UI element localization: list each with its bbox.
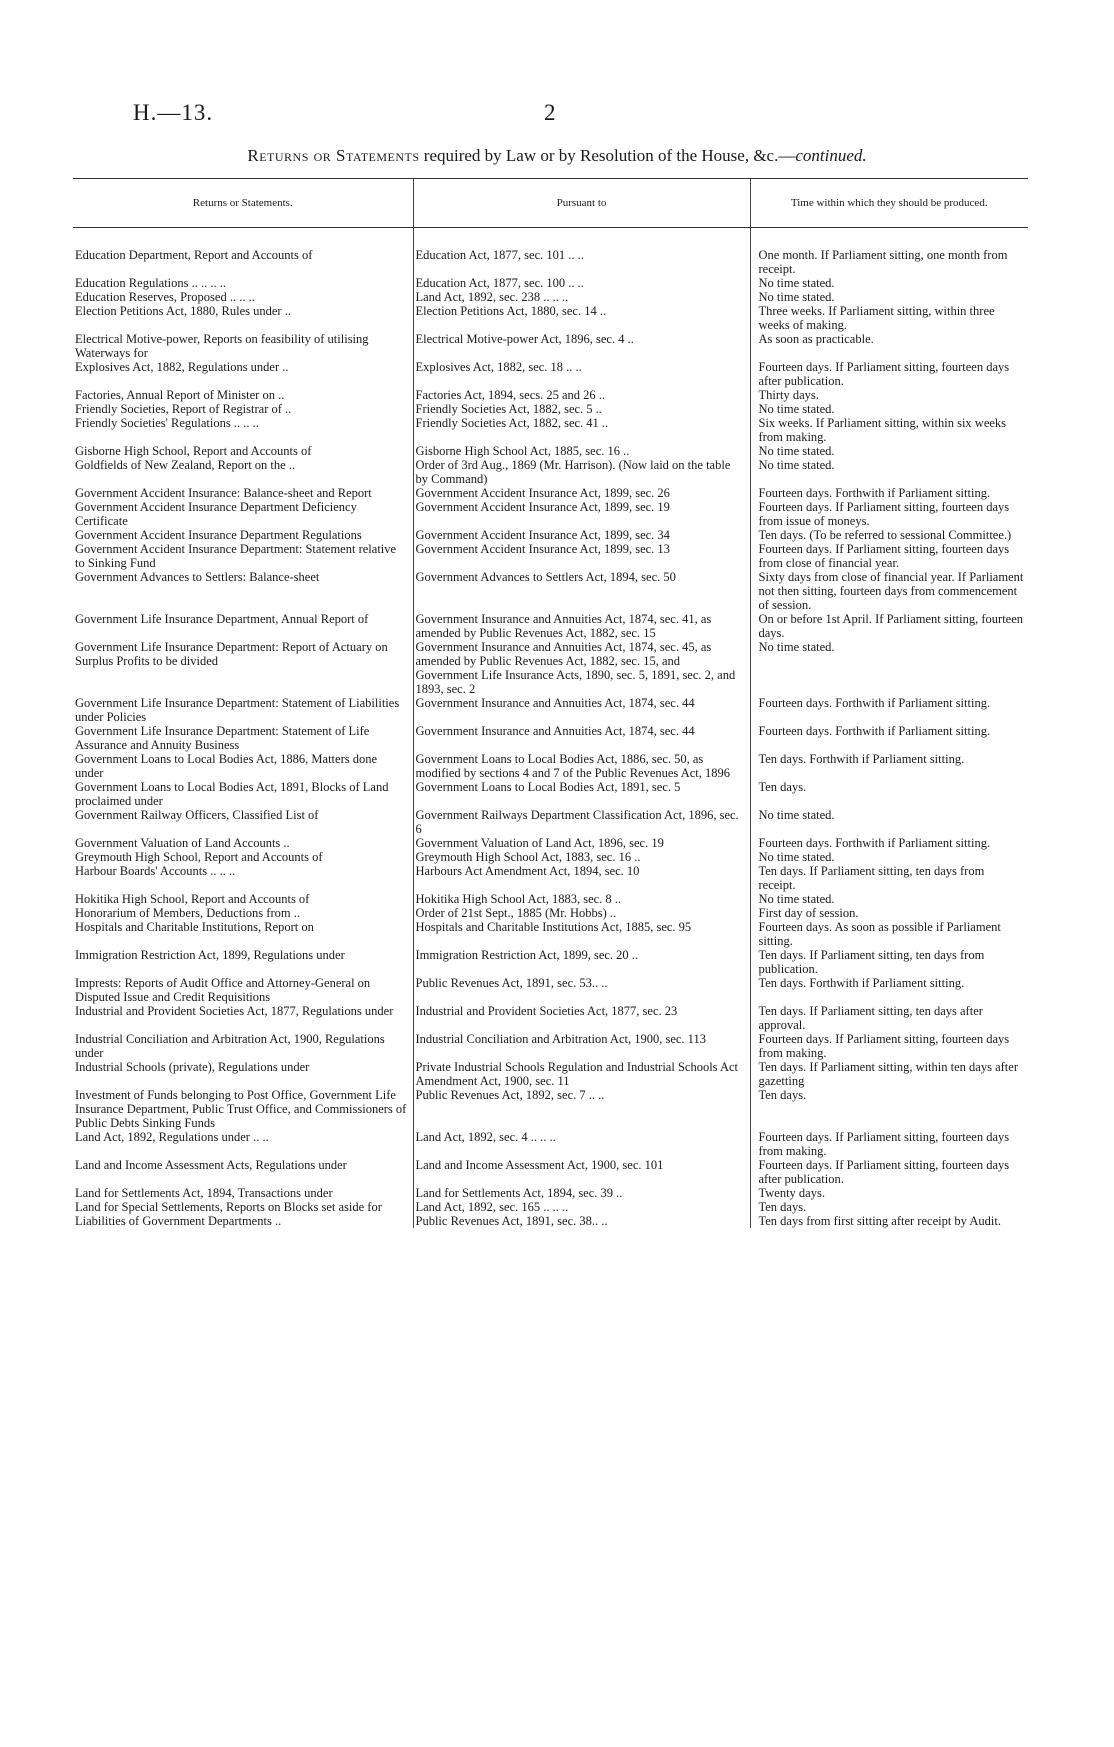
- column-header: Time within which they should be produced.: [750, 179, 1028, 228]
- return-cell: Government Life Insurance Department: Statement of Life Assurance and Annuity Business: [75, 724, 370, 752]
- return-cell: Land for Settlements Act, 1894, Transactions under: [75, 1186, 333, 1200]
- table-row: [73, 612, 1028, 640]
- time-cell: First day of session.: [750, 906, 1028, 920]
- table-row: [73, 808, 1028, 836]
- return-cell: Government Loans to Local Bodies Act, 1886, Matters done under: [75, 752, 378, 780]
- return-cell: Harbour Boards' Accounts .. .. ..: [75, 864, 236, 878]
- time-cell: Twenty days.: [750, 1186, 1028, 1200]
- pursuant-cell: Public Revenues Act, 1892, sec. 7 .. ..: [413, 1088, 750, 1130]
- time-cell: Fourteen days. Forthwith if Parliament sitting.: [750, 724, 1028, 752]
- return-cell: Hokitika High School, Report and Accounts of: [75, 892, 310, 906]
- return-cell: Gisborne High School, Report and Accounts of: [75, 444, 312, 458]
- pursuant-cell: Explosives Act, 1882, sec. 18 .. ..: [413, 360, 750, 388]
- title-mid: required by Law or by Resolution of the House, &c.—: [419, 146, 796, 165]
- pursuant-cell: Government Insurance and Annuities Act, 1874, sec. 44: [413, 696, 750, 724]
- table-row: [73, 458, 1028, 486]
- time-cell: Fourteen days. As soon as possible if Parliament sitting.: [750, 920, 1028, 948]
- table-row: [73, 850, 1028, 864]
- return-cell: Education Regulations .. .. .. ..: [75, 276, 227, 290]
- pursuant-cell: Government Insurance and Annuities Act, 1874, sec. 44: [413, 724, 750, 752]
- return-cell: Industrial Schools (private), Regulations under: [75, 1060, 310, 1074]
- pursuant-cell: Education Act, 1877, sec. 101 .. ..: [413, 248, 750, 276]
- time-cell: Three weeks. If Parliament sitting, within three weeks of making.: [750, 304, 1028, 332]
- title-tail: continued.: [795, 146, 867, 165]
- pursuant-cell: Government Accident Insurance Act, 1899, sec. 26: [413, 486, 750, 500]
- table-row: [73, 570, 1028, 612]
- return-cell: Honorarium of Members, Deductions from ..: [75, 906, 300, 920]
- return-cell: Explosives Act, 1882, Regulations under ..: [75, 360, 289, 374]
- time-cell: Six weeks. If Parliament sitting, within six weeks from making.: [750, 416, 1028, 444]
- return-cell: Hospitals and Charitable Institutions, Report on: [75, 920, 314, 934]
- table-body: [73, 228, 1028, 1229]
- pursuant-cell: Gisborne High School Act, 1885, sec. 16 ..: [413, 444, 750, 458]
- time-cell: Ten days. Forthwith if Parliament sitting.: [750, 976, 1028, 1004]
- pursuant-cell: Land and Income Assessment Act, 1900, sec. 101: [413, 1158, 750, 1186]
- pursuant-cell: Hospitals and Charitable Institutions Act, 1885, sec. 95: [413, 920, 750, 948]
- table-row: [73, 948, 1028, 976]
- time-cell: Fourteen days. If Parliament sitting, fourteen days from issue of moneys.: [750, 500, 1028, 528]
- return-cell: Education Reserves, Proposed .. .. ..: [75, 290, 255, 304]
- table-row: [73, 332, 1028, 360]
- pursuant-cell: Government Loans to Local Bodies Act, 1886, sec. 50, as modified by sections 4 and 7 of the Public Revenues Act, 1896: [413, 752, 750, 780]
- time-cell: Fourteen days. If Parliament sitting, fourteen days from close of financial year.: [750, 542, 1028, 570]
- time-cell: Fourteen days. Forthwith if Parliament sitting.: [750, 486, 1028, 500]
- table-row: [73, 528, 1028, 542]
- return-cell: Election Petitions Act, 1880, Rules under ..: [75, 304, 291, 318]
- returns-table: [73, 178, 1028, 1228]
- return-cell: Friendly Societies' Regulations .. .. ..: [75, 416, 259, 430]
- return-cell: Investment of Funds belonging to Post Office, Government Life Insurance Department, Public Trust Office, and Commissioners of Public Debts Sinking Funds: [75, 1088, 407, 1130]
- return-cell: Government Loans to Local Bodies Act, 1891, Blocks of Land proclaimed under: [75, 780, 389, 808]
- return-cell: Government Life Insurance Department: Report of Actuary on Surplus Profits to be divided: [75, 640, 388, 668]
- return-cell: Industrial Conciliation and Arbitration Act, 1900, Regulations under: [75, 1032, 385, 1060]
- return-cell: Imprests: Reports of Audit Office and Attorney-General on Disputed Issue and Credit Requisitions: [75, 976, 371, 1004]
- return-cell: Factories, Annual Report of Minister on ..: [75, 388, 285, 402]
- table-row: [73, 486, 1028, 500]
- table-row: [73, 780, 1028, 808]
- table-row: [73, 920, 1028, 948]
- table-row: [73, 724, 1028, 752]
- table-row: [73, 1200, 1028, 1214]
- time-cell: No time stated.: [750, 276, 1028, 290]
- page-title: [0, 146, 1114, 166]
- time-cell: No time stated.: [750, 892, 1028, 906]
- time-cell: Ten days from first sitting after receipt by Audit.: [750, 1214, 1028, 1228]
- pursuant-cell: Land Act, 1892, sec. 165 .. .. ..: [413, 1200, 750, 1214]
- table-row: [73, 906, 1028, 920]
- time-cell: Ten days. If Parliament sitting, ten days from publication.: [750, 948, 1028, 976]
- page-number: 2: [544, 100, 556, 125]
- return-cell: Land Act, 1892, Regulations under .. ..: [75, 1130, 269, 1144]
- pursuant-cell: Public Revenues Act, 1891, sec. 53.. ..: [413, 976, 750, 1004]
- pursuant-cell: Government Valuation of Land Act, 1896, sec. 19: [413, 836, 750, 850]
- spacer-cell: [750, 228, 1028, 249]
- table-row: [73, 1032, 1028, 1060]
- time-cell: Ten days. If Parliament sitting, ten days from receipt.: [750, 864, 1028, 892]
- pursuant-cell: Industrial and Provident Societies Act, 1877, sec. 23: [413, 1004, 750, 1032]
- time-cell: On or before 1st April. If Parliament sitting, fourteen days.: [750, 612, 1028, 640]
- time-cell: Ten days. If Parliament sitting, ten days after approval.: [750, 1004, 1028, 1032]
- return-cell: Government Railway Officers, Classified List of: [75, 808, 319, 822]
- time-cell: Fourteen days. If Parliament sitting, fourteen days after publication.: [750, 1158, 1028, 1186]
- table-row: [73, 1214, 1028, 1228]
- pursuant-cell: Order of 3rd Aug., 1869 (Mr. Harrison). (Now laid on the table by Command): [413, 458, 750, 486]
- pursuant-cell: Factories Act, 1894, secs. 25 and 26 ..: [413, 388, 750, 402]
- time-cell: No time stated.: [750, 402, 1028, 416]
- title-lead: Returns or Statements: [247, 146, 420, 165]
- return-cell: Friendly Societies, Report of Registrar of ..: [75, 402, 292, 416]
- pursuant-cell: Government Accident Insurance Act, 1899, sec. 34: [413, 528, 750, 542]
- return-cell: Industrial and Provident Societies Act, 1877, Regulations under: [75, 1004, 394, 1018]
- pursuant-cell: Government Insurance and Annuities Act, 1874, sec. 41, as amended by Public Revenues Act, 1882, sec. 15: [413, 612, 750, 640]
- pursuant-cell: Government Accident Insurance Act, 1899, sec. 13: [413, 542, 750, 570]
- return-cell: Greymouth High School, Report and Accounts of: [75, 850, 323, 864]
- time-cell: Fourteen days. If Parliament sitting, fourteen days from making.: [750, 1032, 1028, 1060]
- pursuant-cell: Government Advances to Settlers Act, 1894, sec. 50: [413, 570, 750, 612]
- spacer-cell: [73, 228, 413, 249]
- time-cell: One month. If Parliament sitting, one month from receipt.: [750, 248, 1028, 276]
- table-row: [73, 542, 1028, 570]
- table-row: [73, 290, 1028, 304]
- table-row: [73, 500, 1028, 528]
- column-header: Pursuant to: [413, 179, 750, 228]
- time-cell: No time stated.: [750, 290, 1028, 304]
- table-row: [73, 276, 1028, 290]
- table-row: [73, 696, 1028, 724]
- return-cell: Government Advances to Settlers: Balance-sheet: [75, 570, 320, 584]
- pursuant-cell: Immigration Restriction Act, 1899, sec. 20 ..: [413, 948, 750, 976]
- return-cell: Education Department, Report and Accounts of: [75, 248, 313, 262]
- time-cell: Thirty days.: [750, 388, 1028, 402]
- time-cell: Ten days. If Parliament sitting, within ten days after gazetting: [750, 1060, 1028, 1088]
- pursuant-cell: Friendly Societies Act, 1882, sec. 41 ..: [413, 416, 750, 444]
- time-cell: No time stated.: [750, 640, 1028, 696]
- table-row: [73, 248, 1028, 276]
- pursuant-cell: Hokitika High School Act, 1883, sec. 8 ..: [413, 892, 750, 906]
- time-cell: Ten days.: [750, 1200, 1028, 1214]
- pursuant-cell: Private Industrial Schools Regulation and Industrial Schools Act Amendment Act, 1900, sec. 11: [413, 1060, 750, 1088]
- table-row: [73, 444, 1028, 458]
- pursuant-cell: Land Act, 1892, sec. 238 .. .. ..: [413, 290, 750, 304]
- return-cell: Land for Special Settlements, Reports on Blocks set aside for: [75, 1200, 382, 1214]
- document-code: H.—13.: [133, 100, 214, 125]
- return-cell: Immigration Restriction Act, 1899, Regulations under: [75, 948, 345, 962]
- return-cell: Government Life Insurance Department: Statement of Liabilities under Policies: [75, 696, 400, 724]
- pursuant-cell: Land for Settlements Act, 1894, sec. 39 ..: [413, 1186, 750, 1200]
- table-row: [73, 416, 1028, 444]
- table-header-row: [73, 179, 1028, 228]
- table-row: [73, 388, 1028, 402]
- time-cell: Sixty days from close of financial year. If Parliament not then sitting, fourteen days from commencement of session.: [750, 570, 1028, 612]
- time-cell: Fourteen days. Forthwith if Parliament sitting.: [750, 696, 1028, 724]
- table-row: [73, 304, 1028, 332]
- pursuant-cell: Public Revenues Act, 1891, sec. 38.. ..: [413, 1214, 750, 1228]
- time-cell: No time stated.: [750, 444, 1028, 458]
- table-row: [73, 976, 1028, 1004]
- table-row: [73, 640, 1028, 696]
- pursuant-cell: Government Insurance and Annuities Act, 1874, sec. 45, as amended by Public Revenues Act, 1882, sec. 15, and Government Life Insurance Acts, 1890, sec. 5, 1891, sec. 2, and 1893, sec. 2: [413, 640, 750, 696]
- pursuant-cell: Election Petitions Act, 1880, sec. 14 ..: [413, 304, 750, 332]
- table-row: [73, 892, 1028, 906]
- return-cell: Electrical Motive-power, Reports on feasibility of utilising Waterways for: [75, 332, 369, 360]
- pursuant-cell: Government Railways Department Classification Act, 1896, sec. 6: [413, 808, 750, 836]
- return-cell: Liabilities of Government Departments ..: [75, 1214, 282, 1228]
- table-row: [73, 1158, 1028, 1186]
- time-cell: Fourteen days. If Parliament sitting, fourteen days after publication.: [750, 360, 1028, 388]
- time-cell: No time stated.: [750, 850, 1028, 864]
- pursuant-cell: Greymouth High School Act, 1883, sec. 16 ..: [413, 850, 750, 864]
- table-row: [73, 360, 1028, 388]
- table-row: [73, 836, 1028, 850]
- pursuant-cell: Education Act, 1877, sec. 100 .. ..: [413, 276, 750, 290]
- time-cell: Ten days. (To be referred to sessional Committee.): [750, 528, 1028, 542]
- spacer-cell: [413, 228, 750, 249]
- column-header: Returns or Statements.: [73, 179, 413, 228]
- table-row: [73, 402, 1028, 416]
- time-cell: No time stated.: [750, 458, 1028, 486]
- return-cell: Government Life Insurance Department, Annual Report of: [75, 612, 369, 626]
- table-row: [73, 1130, 1028, 1158]
- pursuant-cell: Harbours Act Amendment Act, 1894, sec. 10: [413, 864, 750, 892]
- table-row: [73, 1088, 1028, 1130]
- time-cell: As soon as practicable.: [750, 332, 1028, 360]
- time-cell: Ten days.: [750, 780, 1028, 808]
- pursuant-cell: Land Act, 1892, sec. 4 .. .. ..: [413, 1130, 750, 1158]
- pursuant-cell: Industrial Conciliation and Arbitration Act, 1900, sec. 113: [413, 1032, 750, 1060]
- time-cell: Ten days.: [750, 1088, 1028, 1130]
- return-cell: Government Accident Insurance Department: Statement relative to Sinking Fund: [75, 542, 397, 570]
- table-row: [73, 1004, 1028, 1032]
- return-cell: Goldfields of New Zealand, Report on the ..: [75, 458, 296, 472]
- pursuant-cell: Government Accident Insurance Act, 1899, sec. 19: [413, 500, 750, 528]
- table-row: [73, 1060, 1028, 1088]
- time-cell: Fourteen days. Forthwith if Parliament sitting.: [750, 836, 1028, 850]
- pursuant-cell: Government Loans to Local Bodies Act, 1891, sec. 5: [413, 780, 750, 808]
- return-cell: Government Accident Insurance: Balance-sheet and Report: [75, 486, 372, 500]
- return-cell: Land and Income Assessment Acts, Regulations under: [75, 1158, 347, 1172]
- return-cell: Government Valuation of Land Accounts ..: [75, 836, 290, 850]
- table-row: [73, 864, 1028, 892]
- table-row: [73, 752, 1028, 780]
- pursuant-cell: Friendly Societies Act, 1882, sec. 5 ..: [413, 402, 750, 416]
- return-cell: Government Accident Insurance Department Regulations: [75, 528, 362, 542]
- time-cell: Fourteen days. If Parliament sitting, fourteen days from making.: [750, 1130, 1028, 1158]
- return-cell: Government Accident Insurance Department Deficiency Certificate: [75, 500, 357, 528]
- time-cell: Ten days. Forthwith if Parliament sitting.: [750, 752, 1028, 780]
- time-cell: No time stated.: [750, 808, 1028, 836]
- spacer-row: [73, 228, 1028, 249]
- pursuant-cell: Electrical Motive-power Act, 1896, sec. 4 ..: [413, 332, 750, 360]
- pursuant-cell: Order of 21st Sept., 1885 (Mr. Hobbs) ..: [413, 906, 750, 920]
- table-row: [73, 1186, 1028, 1200]
